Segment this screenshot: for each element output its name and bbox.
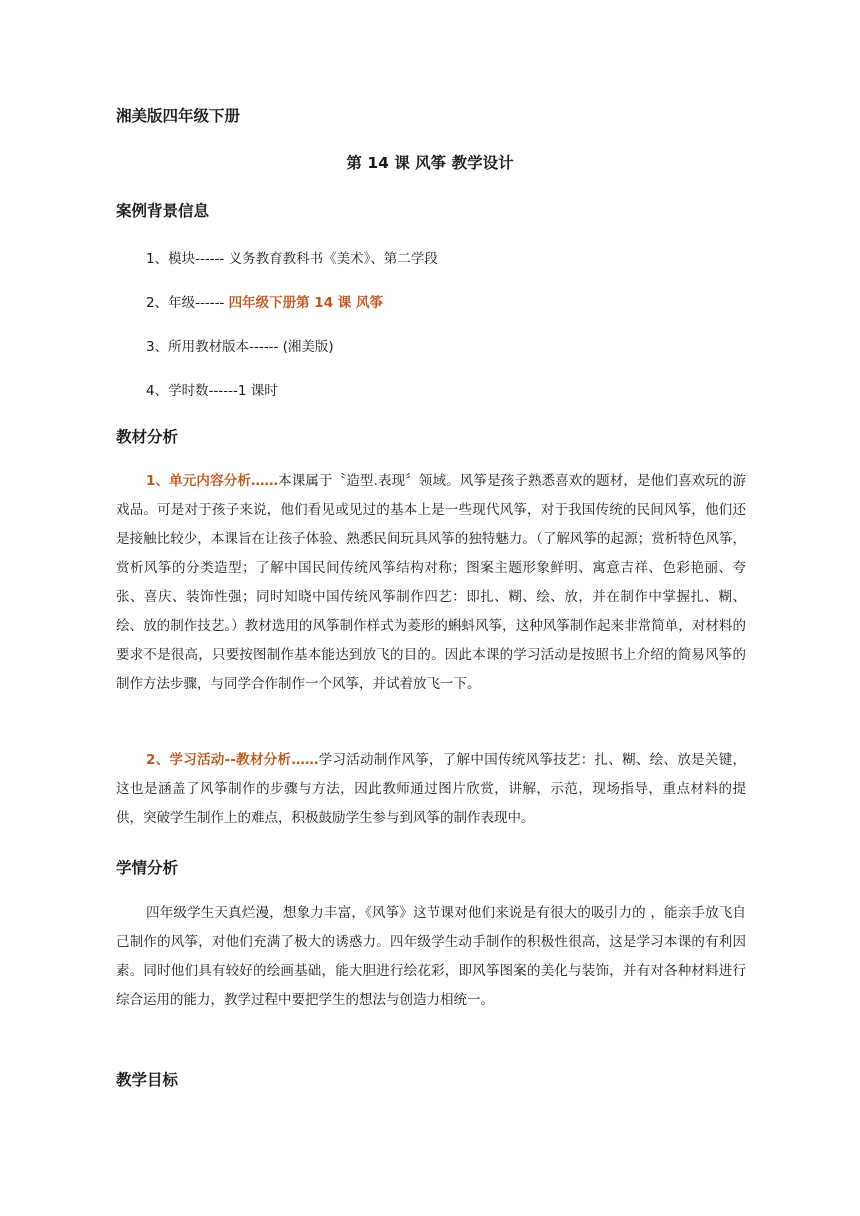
paragraph-lead: 2、学习活动--教材分析…… <box>146 752 319 768</box>
info-item-label: 3、所用教材版本------ <box>146 339 283 355</box>
info-item-value: 义务教育教科书《美术》、第二学段 <box>228 251 438 267</box>
info-item-value: 1 课时 <box>237 383 278 399</box>
students-paragraph: 四年级学生天真烂漫，想象力丰富，《风筝》这节课对他们来说是有很大的吸引力的 ，能亲手放飞自己制作的风筝，对他们充满了极大的诱惑力。四年级学生动手制作的积极性很高，这是学习本课的有利因素。同时他们具有较好的绘画基础，能大胆进行绘花彩，即风筝图案的美化与装饰，并有对各种材料进行综合运用的能力，教学过程中要把学生的想法与创造力相统一。 <box>116 905 746 1008</box>
info-item-grade <box>146 292 383 314</box>
info-item-label: 1、模块------ <box>146 251 229 267</box>
paragraph-text: 本课属于〝造型.表现〞领域。风筝是孩子熟悉喜欢的题材，是他们喜欢玩的游戏品。可是对于孩子来说，他们看见或见过的基本上是一些现代风筝，对于我国传统的民间风筝，他们还是接触比较少，本课旨在让孩子体验、熟悉民间玩具风筝的独特魅力。（了解风筝的起源；赏析特色风筝，赏析风筝的分类造型；了解中国民间传统风筝结构对称；图案主题形象鲜明、寓意吉祥、色彩艳丽、夸张、喜庆、装饰性强；同时知晓中国传统风筝制作四艺：即扎、糊、绘、放，并在制作中掌握扎、糊、绘、放的制作技艺。）教材选用的风筝制作样式为菱形的蝌蚪风筝，这种风筝制作起来非常简单，对材料的要求不是很高，只要按图制作基本能达到放飞的目的。因此本课的学习活动是按照书上介绍的简易风筝的制作方法步骤，与同学合作制作一个风筝，并试着放飞一下。 <box>116 473 746 692</box>
info-item-edition <box>146 336 334 358</box>
info-item-module <box>146 248 438 270</box>
info-item-label: 4、学时数------ <box>146 383 238 399</box>
analysis-paragraph-2 <box>116 746 746 833</box>
info-item-value: (湘美版) <box>282 339 334 355</box>
section-heading-analysis: 教材分析 <box>116 428 179 446</box>
info-item-value: 四年级下册第 14 课 风筝 <box>228 295 383 311</box>
analysis-paragraph-1 <box>116 467 746 699</box>
page-title: 第 14 课 风筝 教学设计 <box>346 154 514 172</box>
paragraph-lead: 1、单元内容分析…… <box>146 473 278 489</box>
info-item-hours <box>146 380 278 402</box>
paragraph-text: 学习活动制作风筝，了解中国传统风筝技艺：扎、糊、绘、放是关键，这也是涵盖了风筝制作的步骤与方法，因此教师通过图片欣赏，讲解，示范，现场指导，重点材料的提供，突破学生制作上的难点，积极鼓励学生参与到风筝的制作表现中。 <box>116 752 747 826</box>
section-heading-goals: 教学目标 <box>116 1071 179 1089</box>
section-heading-background: 案例背景信息 <box>116 202 210 220</box>
publisher-label: 湘美版四年级下册 <box>116 107 241 125</box>
info-item-label: 2、年级------ <box>146 295 229 311</box>
section-heading-students: 学情分析 <box>116 859 179 877</box>
